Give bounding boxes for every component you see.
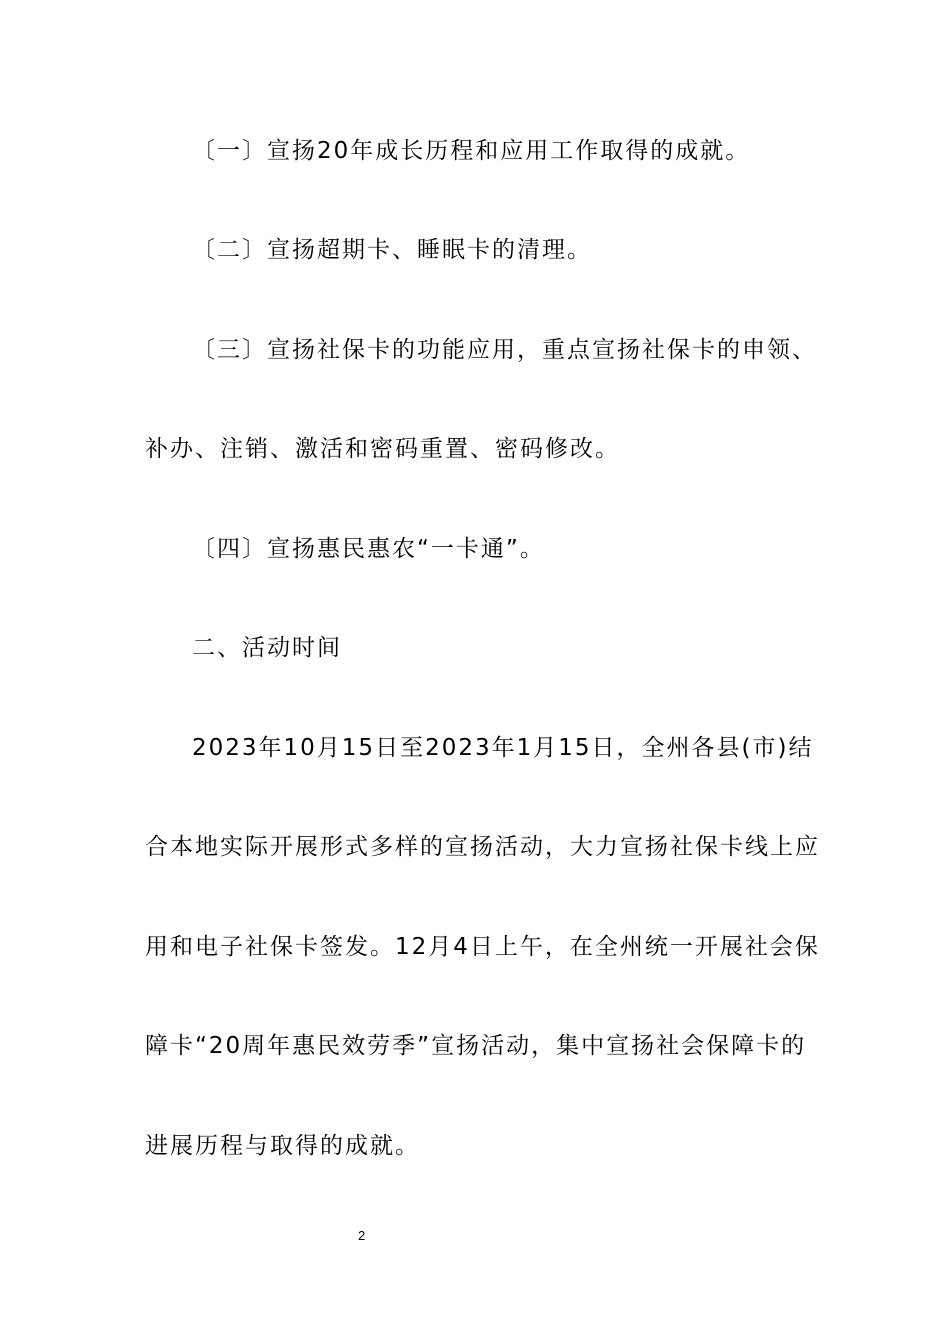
list-item-4: 〔四〕宣扬惠民惠农“一卡通”。: [192, 536, 545, 562]
paragraph-line: 进展历程与取得的成就。: [145, 1133, 420, 1159]
page-number: 2: [358, 1228, 366, 1243]
paragraph-line: 用和电子社保卡签发。12月4日上午，在全州统一开展社会保: [145, 934, 820, 960]
section-heading: 二、活动时间: [192, 635, 342, 661]
list-item-3-continuation: 补办、注销、激活和密码重置、密码修改。: [145, 436, 620, 462]
list-item-3: 〔三〕宣扬社保卡的功能应用，重点宣扬社保卡的申领、: [192, 337, 817, 363]
paragraph-line: 合本地实际开展形式多样的宣扬活动，大力宣扬社保卡线上应: [145, 834, 820, 860]
list-item-2: 〔二〕宣扬超期卡、睡眠卡的清理。: [192, 237, 592, 263]
paragraph-line: 2023年10月15日至2023年1月15日，全州各县(市)结: [192, 735, 814, 761]
list-item-1: 〔一〕宣扬20年成长历程和应用工作取得的成就。: [192, 138, 751, 164]
paragraph-line: 障卡“20周年惠民效劳季”宣扬活动，集中宣扬社会保障卡的: [145, 1033, 807, 1059]
